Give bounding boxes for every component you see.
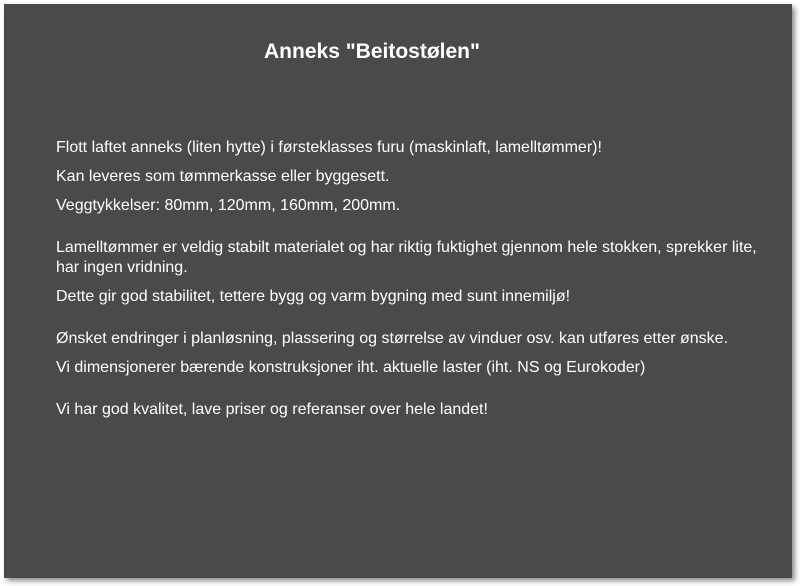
paragraph-changes: Ønsket endringer i planløsning, plassering og størrelse av vinduer osv. kan utføres etter ønske. bbox=[56, 330, 729, 347]
spacer bbox=[56, 387, 772, 400]
paragraph-stability: Dette gir god stabilitet, tettere bygg og varm bygning med sunt innemiljø! bbox=[56, 288, 571, 305]
paragraph-material: Lamelltømmer er veldig stabilt materialet og har riktig fuktighet gjennom hele stokken, sprekker lite, har ingen vridning. bbox=[56, 239, 757, 276]
spacer bbox=[56, 316, 772, 329]
description-body bbox=[56, 138, 772, 429]
page-title: Anneks "Beitostølen" bbox=[264, 40, 480, 63]
paragraph-delivery: Kan leveres som tømmerkasse eller byggesett. bbox=[56, 168, 390, 185]
slide-panel bbox=[4, 4, 792, 578]
paragraph-wall-thickness: Veggtykkelser: 80mm, 120mm, 160mm, 200mm. bbox=[56, 197, 401, 214]
paragraph-dimensioning: Vi dimensjonerer bærende konstruksjoner iht. aktuelle laster (iht. NS og Eurokoder) bbox=[56, 359, 646, 376]
spacer bbox=[56, 225, 772, 238]
paragraph-quality: Vi har god kvalitet, lave priser og referanser over hele landet! bbox=[56, 401, 488, 418]
paragraph-intro: Flott laftet anneks (liten hytte) i førsteklasses furu (maskinlaft, lamelltømmer)! bbox=[56, 139, 602, 156]
